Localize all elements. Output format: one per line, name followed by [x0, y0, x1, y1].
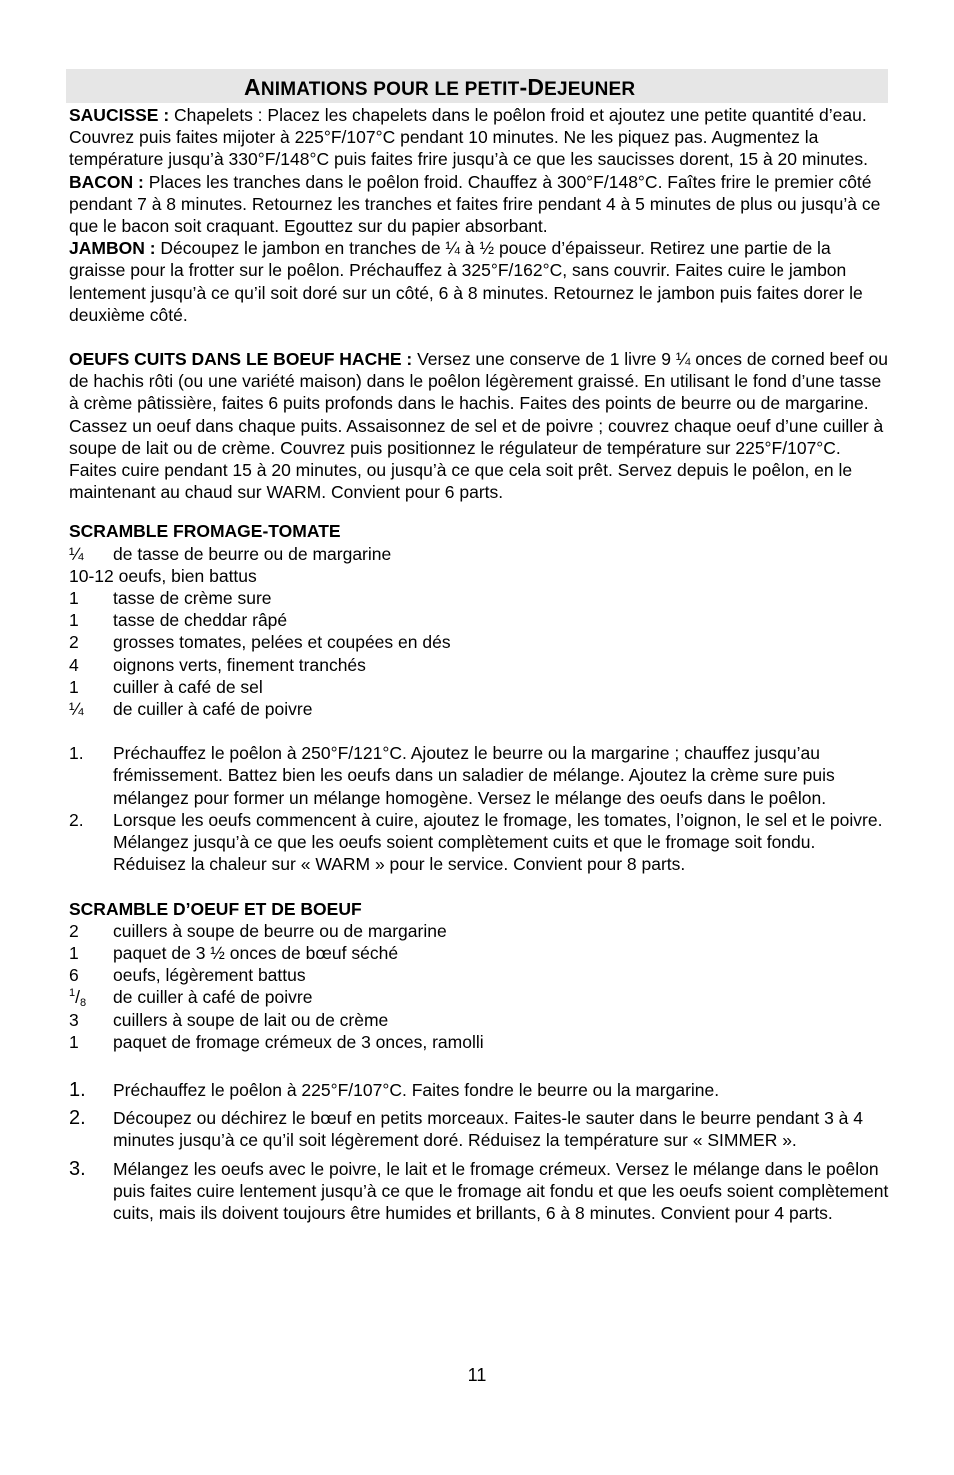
ingredient-item: oignons verts, finement tranchés — [113, 654, 366, 675]
step-text: Lorsque les oeufs commencent à cuire, ajoutez le fromage, les tomates, l’oignon, le sel et le poivre. Mélangez jusqu’à ce que les oeufs soient complètement cuits et que le fromage soit fondu. Réduisez la chaleur sur « WARM » pour le service. Convient pour 8 parts. — [113, 809, 883, 875]
jambon-paragraph — [69, 237, 889, 326]
recipe-2-steps — [69, 1079, 889, 1224]
ingredient-row — [69, 1009, 889, 1031]
section-title — [66, 69, 888, 103]
ingredient-qty: ¼ — [69, 699, 84, 720]
title-part-2: EJEUNER — [544, 79, 636, 100]
jambon-text: Découpez le jambon en tranches de ¼ à ½ pouce d’épaisseur. Retirez une partie de la graisse pour la frotter sur le poêlon. Préchauffez à 325°F/162°C, sans couvrir. Faites cuire le jambon lentement jusqu’à ce qu’il soit doré sur un côté, 6 à 8 minutes. Retournez le jambon puis faites dorer le deuxième côté. — [69, 238, 863, 325]
fraction-numerator: 1 — [69, 987, 76, 1000]
recipe-2-ingredients — [69, 920, 889, 1053]
step-text: Découpez ou déchirez le bœuf en petits morceaux. Faites-le sauter dans le beurre pendant 3 à 4 minutes jusqu’à ce qu’il soit légèrement doré. Réduisez la température sur « SIMMER ». — [113, 1108, 864, 1151]
step-number: 1. — [69, 1078, 86, 1101]
ingredient-qty: 1 — [69, 588, 79, 609]
title-initial-2: D — [527, 74, 545, 100]
ingredient-qty: 1 — [69, 1031, 79, 1052]
ingredient-row — [69, 698, 889, 720]
title-dash: - — [519, 74, 528, 100]
ingredient-item: paquet de 3 ½ onces de bœuf séché — [113, 942, 399, 963]
recipe-2-title: SCRAMBLE D’OEUF ET DE BOEUF — [69, 898, 362, 919]
recipe-1-steps — [69, 742, 889, 875]
step-item — [69, 742, 889, 809]
saucisse-text: Chapelets : Placez les chapelets dans le poêlon froid et ajoutez une petite quantité d’eau. Couvrez puis faites mijoter à 225°F/107°C pendant 10 minutes. Ne les piquez pas. Augmentez la température jusqu’à 330°F/148°C puis faites frire jusqu’à ce que les saucisses dorent, 15 à 20 minutes. — [69, 105, 869, 170]
page-number: 11 — [467, 1365, 487, 1385]
bacon-label: BACON : — [69, 171, 144, 192]
ingredient-row — [69, 587, 889, 609]
ingredient-item: paquet de fromage crémeux de 3 onces, ramolli — [113, 1031, 484, 1052]
ingredient-row — [69, 609, 889, 631]
ingredient-item: tasse de crème sure — [113, 588, 272, 609]
bacon-paragraph — [69, 171, 889, 238]
ingredient-qty: 1 — [69, 676, 79, 697]
ingredient-qty: ¼ — [69, 543, 84, 564]
ingredient-item: tasse de cheddar râpé — [113, 610, 288, 631]
saucisse-paragraph — [69, 104, 889, 171]
ingredient-item: grosses tomates, pelées et coupées en dés — [113, 632, 451, 653]
step-number: 3. — [69, 1157, 86, 1180]
step-item — [69, 809, 889, 876]
step-item — [69, 1079, 889, 1101]
ingredient-item: cuillers à soupe de beurre ou de margarine — [113, 920, 447, 941]
step-item — [69, 1158, 889, 1225]
step-text: Préchauffez le poêlon à 250°F/121°C. Ajoutez le beurre ou la margarine ; chauffez jusqu’au frémissement. Battez bien les oeufs dans un saladier de mélange. Ajoutez la crème sure puis mélangez pour former un mélange homogène. Versez le mélange des oeufs dans le poêlon. — [113, 743, 835, 808]
bacon-text: Places les tranches dans le poêlon froid. Chauffez à 300°F/148°C. Faîtes frire le premier côté pendant 7 à 8 minutes. Retournez les tranches et faites frire pendant 4 à 5 minutes de plus ou jusqu’à ce que le bacon soit craquant. Egouttez sur du papier absorbant. — [69, 171, 881, 237]
saucisse-label: SAUCISSE : — [69, 105, 170, 125]
ingredient-qty: 1 — [69, 942, 79, 963]
ingredient-row — [69, 942, 889, 964]
ingredient-row — [69, 964, 889, 986]
ingredient-item: cuiller à café de sel — [113, 676, 263, 697]
ingredient-item: de cuiller à café de poivre — [113, 987, 313, 1008]
ingredient-qty: 2 — [69, 920, 79, 941]
ingredient-item: de cuiller à café de poivre — [113, 699, 313, 720]
ingredient-item: de tasse de beurre ou de margarine — [113, 543, 392, 564]
ingredient-row — [69, 920, 889, 942]
jambon-label: JAMBON : — [69, 238, 156, 259]
ingredient-row — [69, 676, 889, 698]
ingredient-row — [69, 565, 889, 587]
ingredient-item: 10-12 oeufs, bien battus — [69, 565, 257, 586]
step-text: Mélangez les oeufs avec le poivre, le lait et le fromage crémeux. Versez le mélange dans le poêlon puis faites cuire lentement jusqu’à ce que le fromage ait fondu et que les oeufs soient complètement cuits, mais ils doivent toujours être humides et brillants, 6 à 8 minutes. Convient pour 4 parts. — [113, 1158, 889, 1223]
ingredient-qty: 4 — [69, 654, 79, 675]
ingredient-row — [69, 631, 889, 653]
step-number: 2. — [69, 809, 84, 830]
page-content — [69, 69, 889, 1230]
recipe-1-title: SCRAMBLE FROMAGE-TOMATE — [69, 521, 341, 542]
fraction-denominator: 8 — [80, 997, 87, 1010]
step-number: 1. — [69, 743, 84, 764]
corned-beef-paragraph — [69, 348, 889, 503]
ingredient-item: cuillers à soupe de lait ou de crème — [113, 1009, 389, 1030]
ingredient-qty: 2 — [69, 632, 79, 653]
ingredient-qty: 1 — [69, 610, 79, 631]
ingredient-qty: 3 — [69, 1009, 79, 1030]
step-text: Préchauffez le poêlon à 225°F/107°C. Faites fondre le beurre ou la margarine. — [113, 1079, 720, 1100]
title-initial: A — [244, 74, 261, 100]
ingredient-row — [69, 1031, 889, 1053]
step-number: 2. — [69, 1107, 86, 1130]
ingredient-row — [69, 654, 889, 676]
ingredient-item: oeufs, légèrement battus — [113, 965, 306, 986]
ingredient-row — [69, 986, 889, 1008]
corned-beef-label: OEUFS CUITS DANS LE BOEUF HACHE : — [69, 349, 413, 370]
step-item — [69, 1107, 889, 1151]
recipe-1-ingredients — [69, 543, 889, 721]
ingredient-qty: 6 — [69, 965, 79, 986]
ingredient-qty-fraction: $^1/_8$ — [69, 987, 87, 1010]
title-part-1: NIMATIONS POUR LE PETIT — [260, 79, 520, 100]
corned-beef-text: Versez une conserve de 1 livre 9 ¼ onces de corned beef ou de hachis rôti (ou une variété maison) dans le poêlon légèrement graissé. En utilisant le fond d’une tasse à crème pâtissière, faites 6 puits profonds dans le hachis. Faites des points de beurre ou de margarine. Cassez un oeuf dans chaque puits. Assaisonnez de sel et de poivre ; couvrez chaque oeuf d’une cuiller à soupe de lait ou de crème. Couvrez puis positionnez le régulateur de température sur 225°F/107°C. Faites cuire pendant 15 à 20 minutes, ou jusqu’à ce que cela soit prêt. Servez depuis le poêlon, en le maintenant au chaud sur WARM. Convient pour 6 parts. — [69, 349, 888, 503]
ingredient-row — [69, 543, 889, 565]
